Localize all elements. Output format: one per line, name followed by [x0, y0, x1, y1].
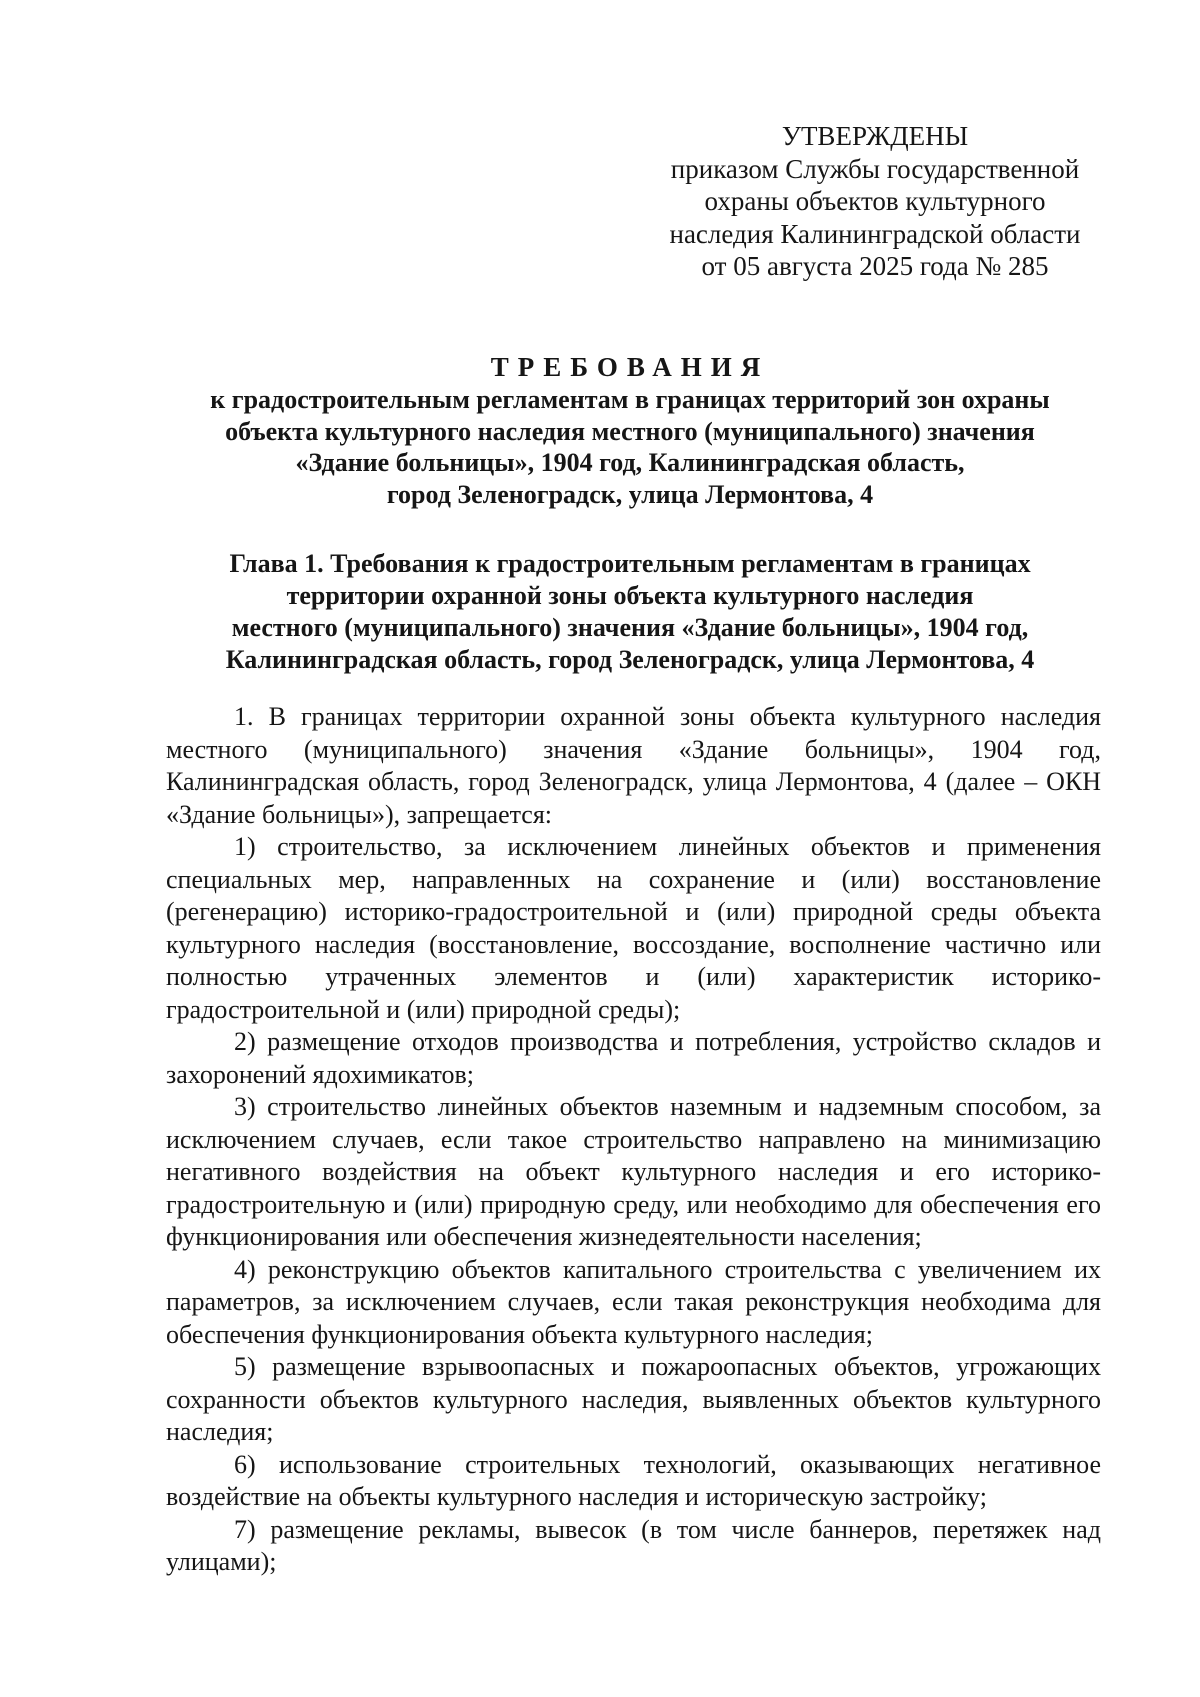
- approval-line: наследия Калининградской области: [669, 218, 1081, 249]
- chapter-heading: [150, 548, 1110, 676]
- approval-line: охраны объектов культурного: [704, 186, 1046, 216]
- paragraph-item-7: 7) размещение рекламы, вывесок (в том числе баннеров, перетяжек над улицами);: [166, 1514, 1101, 1576]
- paragraph-item-1: 1) строительство, за исключением линейных объектов и применения специальных мер, направленных на сохранение и (или) восстановление (регенерацию) историко-градостроительной и (или) природной среды объекта культурного наследия (восстановление, воссоздание, восполнение частично или полностью утраченных элементов и (или) характеристик историко-градостроительной и (или) природной среды);: [166, 832, 1101, 1024]
- paragraph-item-6: 6) использование строительных технологий, оказывающих негативное воздействие на объекты культурного наследия и историческую застройку;: [166, 1449, 1101, 1511]
- document-body: [166, 701, 1101, 1579]
- paragraph-item-2: 2) размещение отходов производства и потребления, устройство складов и захоронений ядохимикатов;: [166, 1027, 1101, 1089]
- paragraph-item-3: 3) строительство линейных объектов наземным и надземным способом, за исключением случаев, если такое строительство направлено на минимизацию негативного воздействия на объект культурного наследия и его историко-градостроительную и (или) природную среду, или необходимо для обеспечения его функционирования или обеспечения жизнедеятельности населения;: [166, 1092, 1101, 1251]
- paragraph-intro: 1. В границах территории охранной зоны объекта культурного наследия местного (муниципального) значения «Здание больницы», 1904 год, Калининградская область, город Зеленоградск, улица Лермонтова, 4 (далее – ОКН «Здание больницы»), запрещается:: [166, 702, 1101, 829]
- approval-line: приказом Службы государственной: [670, 153, 1080, 184]
- document-subtitle-line: к градостроительным регламентам в границах территорий зон охраны: [210, 385, 1050, 414]
- document-title: ТРЕБОВАНИЯ: [490, 352, 770, 382]
- approval-heading: УТВЕРЖДЕНЫ: [781, 121, 969, 151]
- paragraph-item-5: 5) размещение взрывоопасных и пожароопасных объектов, угрожающих сохранности объектов культурного наследия, выявленных объектов культурного наследия;: [166, 1352, 1101, 1446]
- document-title-block: [150, 350, 1110, 510]
- approval-stamp-block: [640, 120, 1110, 283]
- document-subtitle-line: «Здание больницы», 1904 год, Калининградская область,: [295, 448, 965, 477]
- chapter-heading-line: территории охранной зоны объекта культурного наследия: [286, 581, 974, 610]
- approval-date-line: от 05 августа 2025 года № 285: [701, 251, 1049, 281]
- paragraph-item-4: 4) реконструкцию объектов капитального строительства с увеличением их параметров, за исключением случаев, если такая реконструкция необходима для обеспечения функционирования объекта культурного наследия;: [166, 1254, 1101, 1349]
- chapter-heading-line: Глава 1. Требования к градостроительным регламентам в границах: [229, 549, 1031, 578]
- chapter-heading-line: Калининградская область, город Зеленоградск, улица Лермонтова, 4: [225, 645, 1035, 674]
- chapter-heading-line: местного (муниципального) значения «Здание больницы», 1904 год,: [231, 613, 1029, 642]
- document-subtitle-line: город Зеленоградск, улица Лермонтова, 4: [386, 479, 874, 509]
- document-subtitle-line: объекта культурного наследия местного (муниципального) значения: [225, 416, 1035, 446]
